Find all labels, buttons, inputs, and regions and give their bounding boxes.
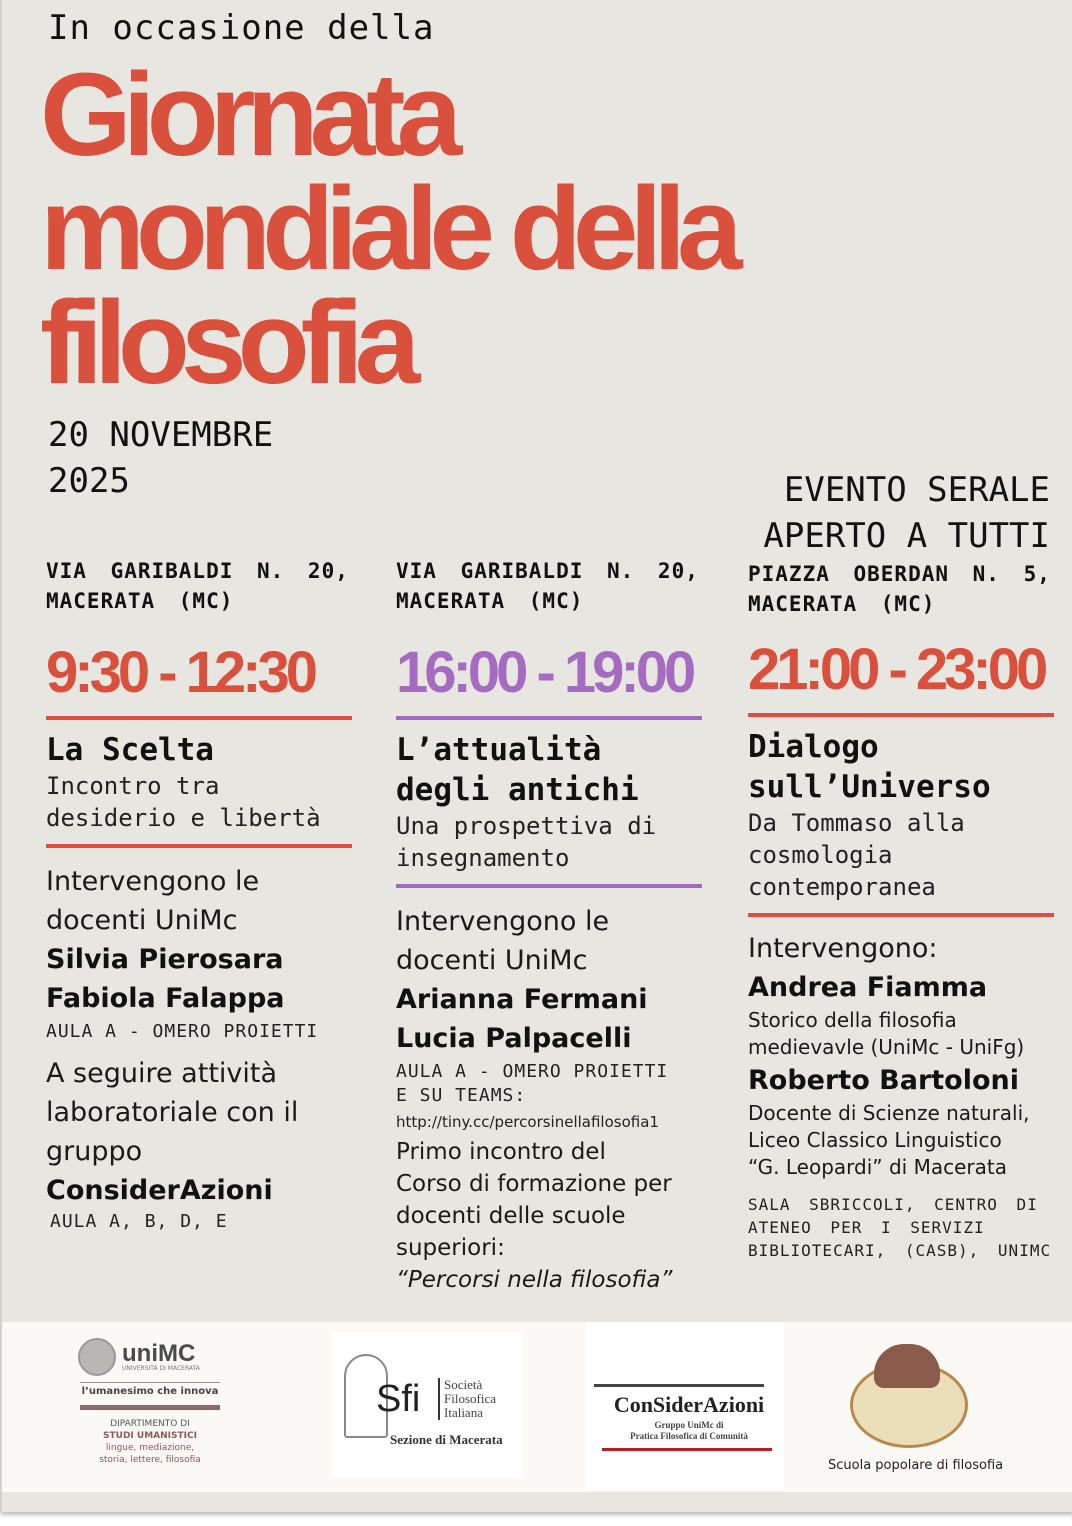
divider [748,713,1054,717]
unimc-seal-icon [78,1338,116,1376]
session-room: SALA SBRICCOLI, CENTRO DI ATENEO PER I SERVIZI BIBLIOTECARI, (CASB), UNIMC [748,1195,1052,1260]
speaker-name: Arianna Fermani [396,984,648,1015]
considerazioni-logo: ConSiderAzioni Gruppo UniMc di Pratica Filosofica di Comunità [586,1322,784,1490]
session-subtitle: Una prospettiva di insegnamento [396,812,657,872]
title-line: mondiale della [40,163,734,295]
speakers-intro: Intervengono le docenti UniMc [396,906,610,976]
evening-line: APERTO A TUTTI [763,516,1050,556]
course-note: Primo incontro del Corso di formazione per docenti delle scuole superiori: “Percorsi nella filosofia” [396,1139,673,1293]
session-time: 16:00 - 19:00 [396,640,693,705]
follow-up-room: AULA A, B, D, E [50,1211,228,1232]
speaker-name: Andrea Fiamma [748,972,988,1003]
session-address: VIA GARIBALDI N. 20, MACERATA (MC) [396,559,699,613]
date-day-month: 20 NOVEMBRE [48,415,274,455]
intro-text: In occasione della [48,8,435,48]
page-title [40,49,734,409]
follow-up-text: A seguire attività laboratoriale con il gruppo [46,1058,299,1167]
session-room: AULA A - OMERO PROIETTI [46,1021,319,1042]
session-afternoon [396,556,708,1296]
session-subtitle: Da Tommaso alla cosmologia contemporanea [748,809,965,901]
scuola-popolare-logo: Scuola popolare di filosofia [828,1332,998,1480]
session-address: PIAZZA OBERDAN N. 5, MACERATA (MC) [748,562,1051,616]
divider [46,844,352,848]
evening-notice [763,467,1050,559]
divider [396,884,702,888]
session-time: 9:30 - 12:30 [46,640,314,705]
session-address: VIA GARIBALDI N. 20, MACERATA (MC) [46,559,349,613]
divider [46,716,352,720]
session-title: Dialogo sull’Universo [748,729,991,805]
follow-up-group: ConsiderAzioni [46,1175,273,1206]
speaker-role: Storico della filosofia medievavle (UniMc - UniFg) [748,1008,1025,1059]
speaker-name: Fabiola Falappa [46,983,285,1014]
speakers-intro: Intervengono: [748,933,938,964]
speaker-role: Docente di Scienze naturali, Liceo Classico Linguistico “G. Leopardi” di Macerata [748,1101,1030,1179]
session-time: 21:00 - 23:00 [748,637,1045,702]
unimc-logo: uniMC UNIVERSITÀ DI MACERATA l’umanesimo che innova DIPARTIMENTO DI STUDI UMANISTICI lingue, mediazione, storia, lettere, filosofia [70,1328,230,1478]
session-room: AULA A - OMERO PROIETTI E SU TEAMS: [396,1061,669,1106]
evening-line: EVENTO SERALE [783,470,1050,510]
date-year: 2025 [48,461,130,501]
session-morning [46,556,358,1234]
session-subtitle: Incontro tra desiderio e libertà [46,772,321,832]
session-evening [748,556,1054,1262]
speaker-name: Silvia Pierosara [46,944,284,975]
divider [396,716,702,720]
session-title: L’attualità degli antichi [396,732,639,808]
event-date [48,412,273,504]
title-line: filosofia [40,277,412,409]
speaker-name: Lucia Palpacelli [396,1023,632,1054]
title-line: Giornata [40,49,454,181]
speakers-intro: Intervengono le docenti UniMc [46,866,260,936]
divider [748,913,1054,917]
session-title: La Scelta [46,732,214,768]
speaker-name: Roberto Bartoloni [748,1065,1020,1096]
teams-link[interactable]: http://tiny.cc/percorsinellafilosofia1 [396,1113,659,1131]
sfi-logo: Sfi Società Filosofica Italiana Sezione di Macerata [332,1332,522,1477]
sponsor-logos [2,1322,1072,1492]
